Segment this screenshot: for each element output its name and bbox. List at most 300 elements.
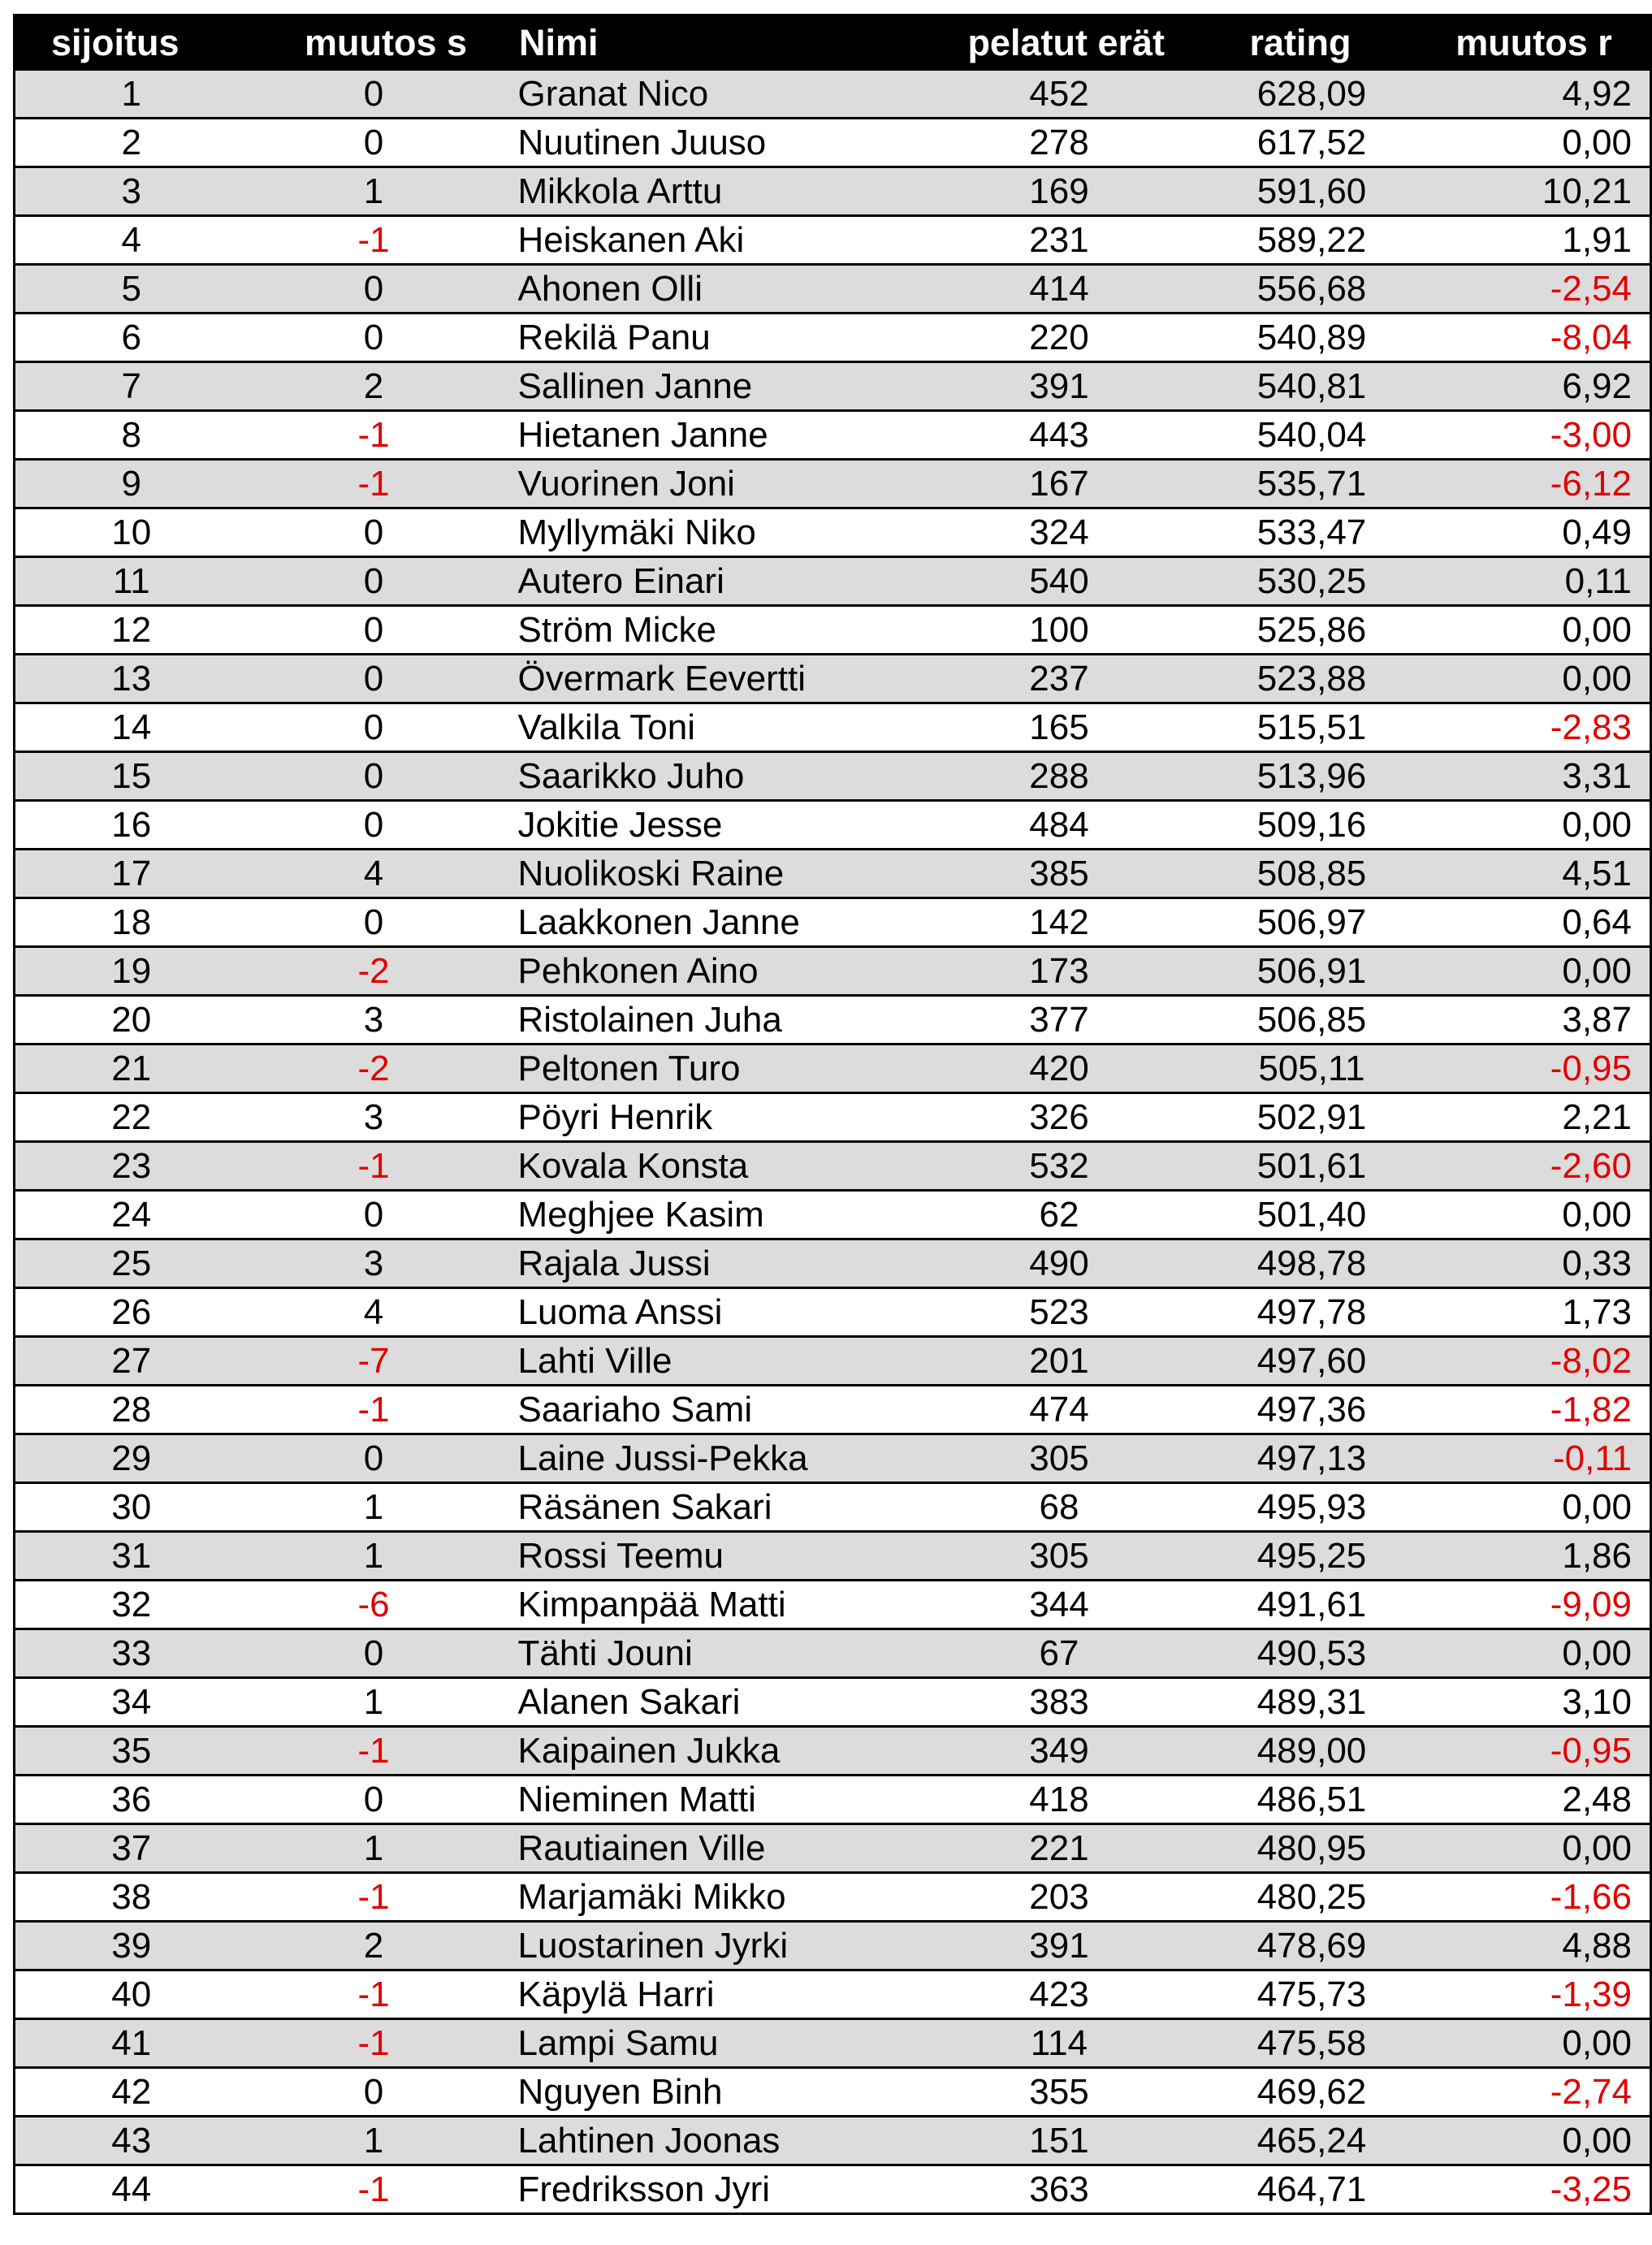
cell-games: 363 bbox=[920, 2165, 1184, 2214]
table-row bbox=[15, 216, 1651, 265]
cell-rank: 1 bbox=[15, 70, 248, 119]
cell-rating: 475,73 bbox=[1184, 1970, 1417, 2019]
table-row bbox=[15, 1093, 1651, 1142]
cell-rating-change: -2,54 bbox=[1417, 265, 1651, 314]
cell-rating-change: 10,21 bbox=[1417, 167, 1651, 216]
cell-position-change: 0 bbox=[248, 606, 500, 655]
cell-games: 385 bbox=[920, 850, 1184, 898]
cell-games: 278 bbox=[920, 119, 1184, 167]
cell-rank: 18 bbox=[15, 898, 248, 947]
cell-rating-change: -2,83 bbox=[1417, 703, 1651, 752]
cell-rating: 540,04 bbox=[1184, 411, 1417, 460]
cell-position-change: -1 bbox=[248, 460, 500, 508]
table-row bbox=[15, 1776, 1651, 1824]
header-row bbox=[15, 15, 1651, 70]
cell-games: 344 bbox=[920, 1581, 1184, 1629]
cell-games: 203 bbox=[920, 1873, 1184, 1922]
cell-rank: 28 bbox=[15, 1386, 248, 1434]
cell-games: 443 bbox=[920, 411, 1184, 460]
cell-rank: 41 bbox=[15, 2019, 248, 2068]
cell-name: Rautiainen Ville bbox=[500, 1824, 920, 1873]
cell-rank: 27 bbox=[15, 1337, 248, 1386]
cell-rank: 34 bbox=[15, 1678, 248, 1727]
cell-rating-change: 0,00 bbox=[1417, 1824, 1651, 1873]
cell-games: 220 bbox=[920, 314, 1184, 362]
cell-name: Käpylä Harri bbox=[500, 1970, 920, 2019]
cell-games: 423 bbox=[920, 1970, 1184, 2019]
cell-name: Marjamäki Mikko bbox=[500, 1873, 920, 1922]
cell-rating-change: 2,48 bbox=[1417, 1776, 1651, 1824]
cell-rating: 464,71 bbox=[1184, 2165, 1417, 2214]
cell-position-change: -7 bbox=[248, 1337, 500, 1386]
cell-rating: 495,93 bbox=[1184, 1483, 1417, 1532]
table-row bbox=[15, 850, 1651, 898]
cell-name: Myllymäki Niko bbox=[500, 508, 920, 557]
cell-games: 165 bbox=[920, 703, 1184, 752]
cell-name: Kaipainen Jukka bbox=[500, 1727, 920, 1776]
table-row bbox=[15, 119, 1651, 167]
cell-position-change: 0 bbox=[248, 70, 500, 119]
cell-games: 151 bbox=[920, 2117, 1184, 2165]
cell-rating: 617,52 bbox=[1184, 119, 1417, 167]
cell-games: 68 bbox=[920, 1483, 1184, 1532]
cell-name: Heiskanen Aki bbox=[500, 216, 920, 265]
table-row bbox=[15, 2068, 1651, 2117]
cell-name: Meghjee Kasim bbox=[500, 1191, 920, 1239]
cell-games: 326 bbox=[920, 1093, 1184, 1142]
cell-position-change: 0 bbox=[248, 508, 500, 557]
cell-position-change: 2 bbox=[248, 1922, 500, 1970]
cell-position-change: 1 bbox=[248, 1483, 500, 1532]
cell-rating: 525,86 bbox=[1184, 606, 1417, 655]
cell-rating-change: 1,86 bbox=[1417, 1532, 1651, 1581]
cell-rank: 29 bbox=[15, 1434, 248, 1483]
cell-rating: 498,78 bbox=[1184, 1239, 1417, 1288]
cell-games: 62 bbox=[920, 1191, 1184, 1239]
cell-rank: 22 bbox=[15, 1093, 248, 1142]
cell-rating: 509,16 bbox=[1184, 801, 1417, 850]
cell-games: 490 bbox=[920, 1239, 1184, 1288]
cell-position-change: -2 bbox=[248, 947, 500, 996]
table-row bbox=[15, 996, 1651, 1045]
cell-name: Laine Jussi-Pekka bbox=[500, 1434, 920, 1483]
cell-rating: 480,95 bbox=[1184, 1824, 1417, 1873]
table-row bbox=[15, 1288, 1651, 1337]
table-row bbox=[15, 801, 1651, 850]
cell-rating-change: -6,12 bbox=[1417, 460, 1651, 508]
cell-rating: 475,58 bbox=[1184, 2019, 1417, 2068]
cell-position-change: 3 bbox=[248, 1093, 500, 1142]
cell-games: 418 bbox=[920, 1776, 1184, 1824]
cell-rank: 44 bbox=[15, 2165, 248, 2214]
cell-name: Övermark Eevertti bbox=[500, 655, 920, 703]
cell-position-change: 4 bbox=[248, 1288, 500, 1337]
cell-rank: 19 bbox=[15, 947, 248, 996]
cell-name: Ristolainen Juha bbox=[500, 996, 920, 1045]
cell-name: Tähti Jouni bbox=[500, 1629, 920, 1678]
cell-rating-change: 0,64 bbox=[1417, 898, 1651, 947]
cell-position-change: 3 bbox=[248, 1239, 500, 1288]
cell-rank: 30 bbox=[15, 1483, 248, 1532]
cell-rating-change: 0,33 bbox=[1417, 1239, 1651, 1288]
cell-position-change: 0 bbox=[248, 1191, 500, 1239]
cell-rank: 33 bbox=[15, 1629, 248, 1678]
cell-rating-change: 0,00 bbox=[1417, 119, 1651, 167]
cell-position-change: -2 bbox=[248, 1045, 500, 1093]
ranking-table bbox=[13, 14, 1652, 2215]
cell-rank: 26 bbox=[15, 1288, 248, 1337]
table-row bbox=[15, 655, 1651, 703]
cell-name: Pehkonen Aino bbox=[500, 947, 920, 996]
cell-games: 305 bbox=[920, 1434, 1184, 1483]
cell-rating: 515,51 bbox=[1184, 703, 1417, 752]
cell-name: Nguyen Binh bbox=[500, 2068, 920, 2117]
cell-name: Jokitie Jesse bbox=[500, 801, 920, 850]
cell-rating-change: 0,11 bbox=[1417, 557, 1651, 606]
table-row bbox=[15, 606, 1651, 655]
cell-position-change: 0 bbox=[248, 1434, 500, 1483]
table-row bbox=[15, 167, 1651, 216]
cell-games: 324 bbox=[920, 508, 1184, 557]
cell-position-change: 0 bbox=[248, 801, 500, 850]
cell-name: Saariaho Sami bbox=[500, 1386, 920, 1434]
cell-rating: 523,88 bbox=[1184, 655, 1417, 703]
cell-rank: 4 bbox=[15, 216, 248, 265]
cell-rating-change: -3,00 bbox=[1417, 411, 1651, 460]
cell-name: Rossi Teemu bbox=[500, 1532, 920, 1581]
cell-rating-change: 4,88 bbox=[1417, 1922, 1651, 1970]
cell-name: Sallinen Janne bbox=[500, 362, 920, 411]
cell-position-change: 0 bbox=[248, 655, 500, 703]
cell-rank: 8 bbox=[15, 411, 248, 460]
cell-rank: 14 bbox=[15, 703, 248, 752]
cell-position-change: 1 bbox=[248, 167, 500, 216]
cell-games: 114 bbox=[920, 2019, 1184, 2068]
cell-games: 67 bbox=[920, 1629, 1184, 1678]
cell-rating: 591,60 bbox=[1184, 167, 1417, 216]
cell-rank: 42 bbox=[15, 2068, 248, 2117]
table-row bbox=[15, 265, 1651, 314]
cell-games: 523 bbox=[920, 1288, 1184, 1337]
cell-name: Rajala Jussi bbox=[500, 1239, 920, 1288]
cell-games: 100 bbox=[920, 606, 1184, 655]
table-row bbox=[15, 70, 1651, 119]
table-row bbox=[15, 1678, 1651, 1727]
cell-rating-change: -9,09 bbox=[1417, 1581, 1651, 1629]
cell-rating-change: 0,00 bbox=[1417, 801, 1651, 850]
cell-rank: 32 bbox=[15, 1581, 248, 1629]
cell-rating-change: 1,91 bbox=[1417, 216, 1651, 265]
cell-position-change: -1 bbox=[248, 2165, 500, 2214]
cell-position-change: -1 bbox=[248, 1386, 500, 1434]
cell-rank: 2 bbox=[15, 119, 248, 167]
cell-rating: 465,24 bbox=[1184, 2117, 1417, 2165]
cell-games: 484 bbox=[920, 801, 1184, 850]
header-name: Nimi bbox=[500, 15, 920, 70]
cell-rating: 478,69 bbox=[1184, 1922, 1417, 1970]
cell-rating: 480,25 bbox=[1184, 1873, 1417, 1922]
cell-rating-change: -1,82 bbox=[1417, 1386, 1651, 1434]
cell-rank: 25 bbox=[15, 1239, 248, 1288]
cell-rank: 10 bbox=[15, 508, 248, 557]
cell-rating: 513,96 bbox=[1184, 752, 1417, 801]
table-row bbox=[15, 703, 1651, 752]
cell-games: 173 bbox=[920, 947, 1184, 996]
cell-position-change: 1 bbox=[248, 1678, 500, 1727]
cell-rating-change: -0,11 bbox=[1417, 1434, 1651, 1483]
cell-rank: 21 bbox=[15, 1045, 248, 1093]
cell-rating-change: 6,92 bbox=[1417, 362, 1651, 411]
cell-rank: 35 bbox=[15, 1727, 248, 1776]
cell-rank: 11 bbox=[15, 557, 248, 606]
cell-rating: 501,40 bbox=[1184, 1191, 1417, 1239]
cell-rating-change: 0,00 bbox=[1417, 2019, 1651, 2068]
cell-rating-change: -1,66 bbox=[1417, 1873, 1651, 1922]
table-row bbox=[15, 508, 1651, 557]
header-games: pelatut erät bbox=[920, 15, 1184, 70]
table-row bbox=[15, 752, 1651, 801]
cell-name: Nuolikoski Raine bbox=[500, 850, 920, 898]
cell-games: 391 bbox=[920, 1922, 1184, 1970]
header-position-change: muutos s bbox=[248, 15, 500, 70]
cell-position-change: 2 bbox=[248, 362, 500, 411]
cell-rating: 535,71 bbox=[1184, 460, 1417, 508]
cell-rating-change: 0,00 bbox=[1417, 1629, 1651, 1678]
cell-rank: 40 bbox=[15, 1970, 248, 2019]
cell-rating: 505,11 bbox=[1184, 1045, 1417, 1093]
table-row bbox=[15, 362, 1651, 411]
cell-rating-change: 0,00 bbox=[1417, 1483, 1651, 1532]
cell-rating-change: 3,87 bbox=[1417, 996, 1651, 1045]
cell-rank: 31 bbox=[15, 1532, 248, 1581]
cell-rating-change: -2,60 bbox=[1417, 1142, 1651, 1191]
cell-rating: 540,89 bbox=[1184, 314, 1417, 362]
cell-rank: 3 bbox=[15, 167, 248, 216]
cell-games: 355 bbox=[920, 2068, 1184, 2117]
cell-rating: 491,61 bbox=[1184, 1581, 1417, 1629]
cell-position-change: 1 bbox=[248, 2117, 500, 2165]
cell-rank: 15 bbox=[15, 752, 248, 801]
table-row bbox=[15, 2165, 1651, 2214]
cell-name: Ahonen Olli bbox=[500, 265, 920, 314]
cell-name: Autero Einari bbox=[500, 557, 920, 606]
cell-games: 349 bbox=[920, 1727, 1184, 1776]
cell-games: 231 bbox=[920, 216, 1184, 265]
cell-rank: 9 bbox=[15, 460, 248, 508]
cell-rank: 37 bbox=[15, 1824, 248, 1873]
cell-rank: 17 bbox=[15, 850, 248, 898]
cell-rating: 489,00 bbox=[1184, 1727, 1417, 1776]
cell-games: 167 bbox=[920, 460, 1184, 508]
cell-games: 532 bbox=[920, 1142, 1184, 1191]
cell-position-change: 0 bbox=[248, 119, 500, 167]
cell-position-change: 0 bbox=[248, 898, 500, 947]
cell-rating-change: 3,31 bbox=[1417, 752, 1651, 801]
cell-name: Kimpanpää Matti bbox=[500, 1581, 920, 1629]
cell-position-change: -1 bbox=[248, 1970, 500, 2019]
cell-games: 377 bbox=[920, 996, 1184, 1045]
cell-position-change: 1 bbox=[248, 1532, 500, 1581]
table-row bbox=[15, 1873, 1651, 1922]
cell-rank: 23 bbox=[15, 1142, 248, 1191]
cell-rating-change: -8,02 bbox=[1417, 1337, 1651, 1386]
cell-rank: 38 bbox=[15, 1873, 248, 1922]
cell-position-change: 0 bbox=[248, 703, 500, 752]
cell-rating-change: -2,74 bbox=[1417, 2068, 1651, 2117]
cell-position-change: 4 bbox=[248, 850, 500, 898]
cell-name: Lahtinen Joonas bbox=[500, 2117, 920, 2165]
header-rating: rating bbox=[1184, 15, 1417, 70]
cell-games: 305 bbox=[920, 1532, 1184, 1581]
cell-position-change: 1 bbox=[248, 1824, 500, 1873]
cell-name: Fredriksson Jyri bbox=[500, 2165, 920, 2214]
cell-rating-change: 0,00 bbox=[1417, 606, 1651, 655]
cell-rating-change: 0,00 bbox=[1417, 947, 1651, 996]
table-row bbox=[15, 557, 1651, 606]
cell-name: Hietanen Janne bbox=[500, 411, 920, 460]
table-row bbox=[15, 314, 1651, 362]
cell-rank: 39 bbox=[15, 1922, 248, 1970]
cell-position-change: 0 bbox=[248, 314, 500, 362]
cell-rating-change: -1,39 bbox=[1417, 1970, 1651, 2019]
cell-rank: 36 bbox=[15, 1776, 248, 1824]
cell-rating: 469,62 bbox=[1184, 2068, 1417, 2117]
header-rank: sijoitus bbox=[15, 15, 248, 70]
cell-name: Alanen Sakari bbox=[500, 1678, 920, 1727]
table-row bbox=[15, 1483, 1651, 1532]
cell-name: Räsänen Sakari bbox=[500, 1483, 920, 1532]
cell-name: Rekilä Panu bbox=[500, 314, 920, 362]
cell-rating-change: -0,95 bbox=[1417, 1045, 1651, 1093]
cell-rating-change: 4,92 bbox=[1417, 70, 1651, 119]
cell-name: Lahti Ville bbox=[500, 1337, 920, 1386]
cell-name: Peltonen Turo bbox=[500, 1045, 920, 1093]
table-row bbox=[15, 1434, 1651, 1483]
cell-position-change: 0 bbox=[248, 1629, 500, 1678]
cell-rating-change: -3,25 bbox=[1417, 2165, 1651, 2214]
cell-position-change: 0 bbox=[248, 1776, 500, 1824]
cell-games: 420 bbox=[920, 1045, 1184, 1093]
cell-games: 201 bbox=[920, 1337, 1184, 1386]
cell-position-change: -1 bbox=[248, 1142, 500, 1191]
cell-rating-change: 1,73 bbox=[1417, 1288, 1651, 1337]
cell-rating: 506,97 bbox=[1184, 898, 1417, 947]
table-row bbox=[15, 1727, 1651, 1776]
cell-position-change: -6 bbox=[248, 1581, 500, 1629]
cell-rating: 589,22 bbox=[1184, 216, 1417, 265]
cell-name: Ström Micke bbox=[500, 606, 920, 655]
table-row bbox=[15, 1629, 1651, 1678]
cell-games: 142 bbox=[920, 898, 1184, 947]
cell-name: Pöyri Henrik bbox=[500, 1093, 920, 1142]
table-row bbox=[15, 2117, 1651, 2165]
cell-position-change: -1 bbox=[248, 1873, 500, 1922]
cell-rating: 540,81 bbox=[1184, 362, 1417, 411]
cell-rating: 533,47 bbox=[1184, 508, 1417, 557]
table-row bbox=[15, 411, 1651, 460]
cell-rating-change: 0,00 bbox=[1417, 655, 1651, 703]
cell-rating: 486,51 bbox=[1184, 1776, 1417, 1824]
cell-rank: 7 bbox=[15, 362, 248, 411]
table-row bbox=[15, 1045, 1651, 1093]
cell-games: 452 bbox=[920, 70, 1184, 119]
cell-position-change: -1 bbox=[248, 411, 500, 460]
cell-rating: 502,91 bbox=[1184, 1093, 1417, 1142]
cell-name: Nuutinen Juuso bbox=[500, 119, 920, 167]
cell-position-change: 0 bbox=[248, 557, 500, 606]
cell-games: 414 bbox=[920, 265, 1184, 314]
cell-rating: 497,60 bbox=[1184, 1337, 1417, 1386]
table-row bbox=[15, 1386, 1651, 1434]
cell-position-change: 0 bbox=[248, 265, 500, 314]
cell-rating-change: 3,10 bbox=[1417, 1678, 1651, 1727]
cell-rating-change: 0,49 bbox=[1417, 508, 1651, 557]
cell-rating-change: -8,04 bbox=[1417, 314, 1651, 362]
cell-position-change: 0 bbox=[248, 752, 500, 801]
cell-rating: 497,78 bbox=[1184, 1288, 1417, 1337]
cell-name: Mikkola Arttu bbox=[500, 167, 920, 216]
cell-rating: 489,31 bbox=[1184, 1678, 1417, 1727]
cell-games: 474 bbox=[920, 1386, 1184, 1434]
table-row bbox=[15, 1337, 1651, 1386]
cell-rating-change: 0,00 bbox=[1417, 1191, 1651, 1239]
cell-games: 288 bbox=[920, 752, 1184, 801]
cell-games: 221 bbox=[920, 1824, 1184, 1873]
cell-rank: 24 bbox=[15, 1191, 248, 1239]
table-row bbox=[15, 898, 1651, 947]
table-body bbox=[15, 70, 1651, 2214]
cell-rating: 530,25 bbox=[1184, 557, 1417, 606]
cell-rating: 508,85 bbox=[1184, 850, 1417, 898]
table-row bbox=[15, 1581, 1651, 1629]
table-row bbox=[15, 1532, 1651, 1581]
cell-rank: 6 bbox=[15, 314, 248, 362]
cell-name: Granat Nico bbox=[500, 70, 920, 119]
cell-rating: 495,25 bbox=[1184, 1532, 1417, 1581]
cell-rating: 490,53 bbox=[1184, 1629, 1417, 1678]
cell-rank: 5 bbox=[15, 265, 248, 314]
cell-rank: 20 bbox=[15, 996, 248, 1045]
cell-games: 391 bbox=[920, 362, 1184, 411]
cell-name: Kovala Konsta bbox=[500, 1142, 920, 1191]
table-row bbox=[15, 1191, 1651, 1239]
cell-name: Saarikko Juho bbox=[500, 752, 920, 801]
cell-position-change: -1 bbox=[248, 1727, 500, 1776]
cell-position-change: -1 bbox=[248, 2019, 500, 2068]
cell-rating: 556,68 bbox=[1184, 265, 1417, 314]
cell-rating: 501,61 bbox=[1184, 1142, 1417, 1191]
cell-rank: 16 bbox=[15, 801, 248, 850]
table-row bbox=[15, 1239, 1651, 1288]
cell-name: Lampi Samu bbox=[500, 2019, 920, 2068]
table-row bbox=[15, 1142, 1651, 1191]
table-row bbox=[15, 460, 1651, 508]
cell-rating-change: 4,51 bbox=[1417, 850, 1651, 898]
cell-name: Luostarinen Jyrki bbox=[500, 1922, 920, 1970]
cell-games: 383 bbox=[920, 1678, 1184, 1727]
cell-name: Valkila Toni bbox=[500, 703, 920, 752]
table-row bbox=[15, 1824, 1651, 1873]
cell-name: Laakkonen Janne bbox=[500, 898, 920, 947]
cell-rating: 506,85 bbox=[1184, 996, 1417, 1045]
cell-rating-change: 0,00 bbox=[1417, 2117, 1651, 2165]
cell-name: Nieminen Matti bbox=[500, 1776, 920, 1824]
cell-position-change: -1 bbox=[248, 216, 500, 265]
cell-games: 237 bbox=[920, 655, 1184, 703]
header-rating-change: muutos r bbox=[1417, 15, 1651, 70]
cell-rating: 628,09 bbox=[1184, 70, 1417, 119]
cell-rank: 43 bbox=[15, 2117, 248, 2165]
